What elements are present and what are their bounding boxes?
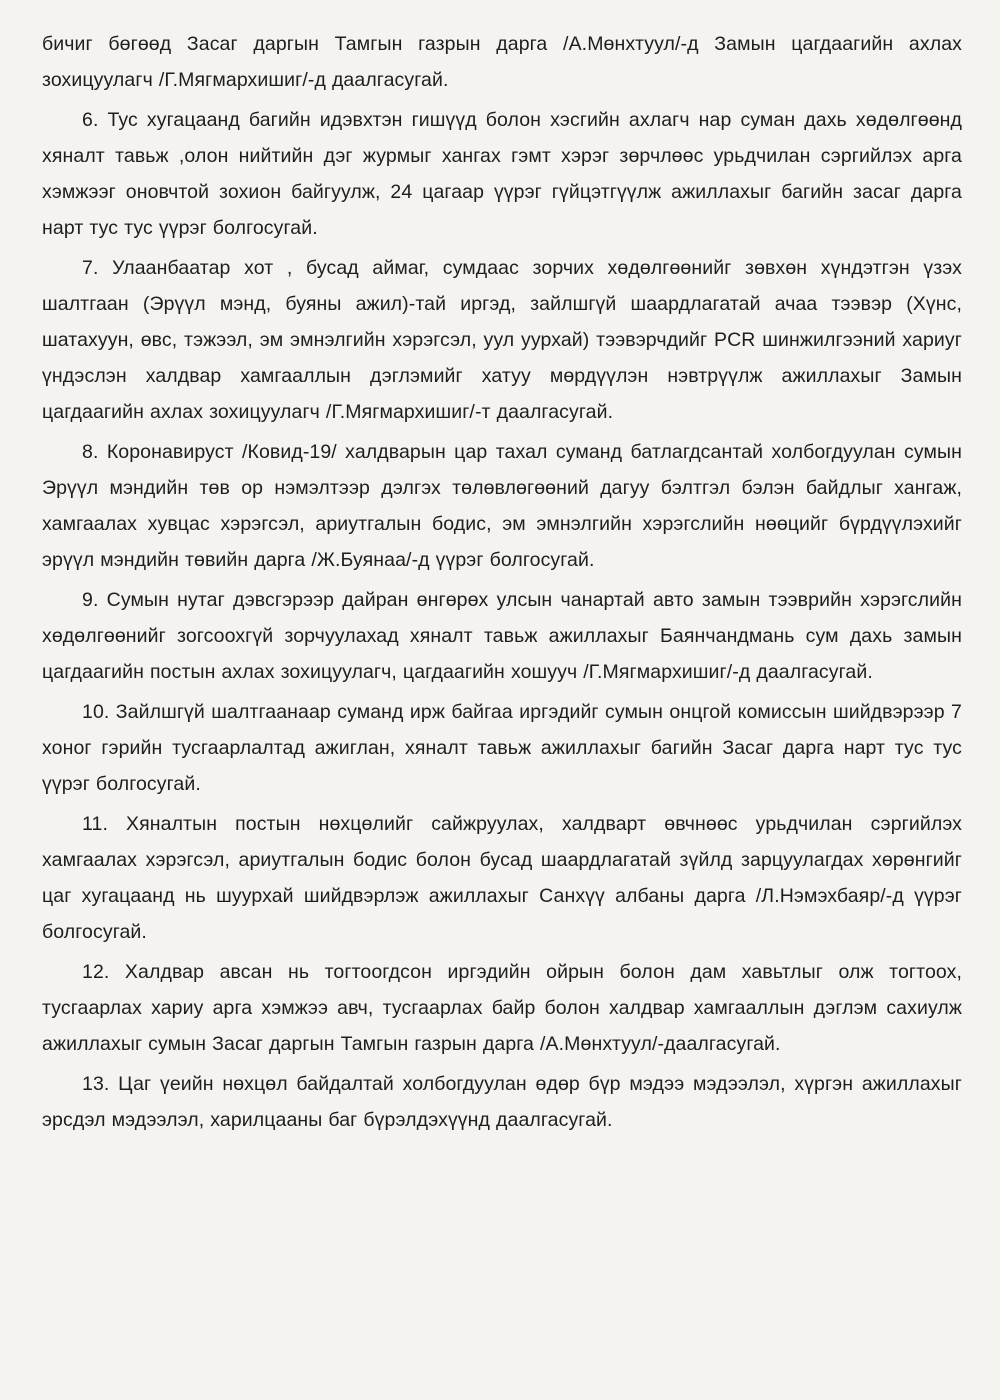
paragraph-item-6: 6. Тус хугацаанд багийн идэвхтэн гишүүд болон хэсгийн ахлагч нар суман дахь хөдөлгөөнд хяналт тавьж ,олон нийтийн дэг журмыг хангах гэмт хэрэг зөрчлөөс урьдчилан сэргийлэх арга хэмжээг оновчтой зохион байгуулж, 24 цагаар үүрэг гүйцэтгүүлж ажиллахыг багийн засаг дарга нарт тус тус үүрэг болгосугай. <box>42 109 962 239</box>
paragraph-item-7: 7. Улаанбаатар хот , бусад аймаг, сумдаас зорчих хөдөлгөөнийг зөвхөн хүндэтгэн үзэх шалтгаан (Эрүүл мэнд, буяны ажил)-тай иргэд, зайлшгүй шаардлагатай ачаа тээвэр (Хүнс, шатахуун, өвс, тэжээл, эм эмнэлгийн хэрэгсэл, уул уурхай) тээвэрчдийг PCR шинжилгээний хариуг үндэслэн халдвар хамгааллын дэглэмийг хатуу мөрдүүлэн нэвтрүүлж ажиллахыг Замын цагдаагийн ахлах зохицуулагч /Г.Мягмархишиг/-т даалгасугай. <box>42 257 962 423</box>
paragraph-item-12: 12. Халдвар авсан нь тогтоогдсон иргэдийн ойрын болон дам хавьтлыг олж тогтоох, тусгаарлах хариу арга хэмжээ авч, тусгаарлах байр болон халдвар хамгааллын дэглэм сахиулж ажиллахыг сумын Засаг даргын Тамгын газрын дарга /А.Мөнхтуул/-даалгасугай. <box>42 961 962 1055</box>
paragraph-item-13: 13. Цаг үеийн нөхцөл байдалтай холбогдуулан өдөр бүр мэдээ мэдээлэл, хүргэн ажиллахыг эрсдэл мэдээлэл, харилцааны баг бүрэлдэхүүнд даалгасугай. <box>42 1073 962 1131</box>
paragraph-item-11: 11. Хяналтын постын нөхцөлийг сайжруулах, халдварт өвчнөөс урьдчилан сэргийлэх хамгаалах хэрэгсэл, ариутгалын бодис болон бусад шаардлагатай зүйлд зарцуулагдах хөрөнгийг цаг хугацаанд нь шуурхай шийдвэрлэж ажиллахыг Санхүү албаны дарга /Л.Нэмэхбаяр/-д үүрэг болгосугай. <box>42 813 962 943</box>
paragraph-item-9: 9. Сумын нутаг дэвсгэрээр дайран өнгөрөх улсын чанартай авто замын тээврийн хэрэгслийн хөдөлгөөнийг зогсоохгүй зорчуулахад хяналт тавьж ажиллахыг Баянчандмань сум дахь замын цагдаагийн постын ахлах зохицуулагч, цагдаагийн хошууч /Г.Мягмархишиг/-д даалгасугай. <box>42 589 962 683</box>
paragraph-item-10: 10. Зайлшгүй шалтгаанаар суманд ирж байгаа иргэдийг сумын онцгой комиссын шийдвэрээр 7 хоног гэрийн тусгаарлалтад ажиглан, хяналт тавьж ажиллахыг багийн Засаг дарга нарт тус тус үүрэг болгосугай. <box>42 701 962 795</box>
paragraph-item-8: 8. Коронавируст /Ковид-19/ халдварын цар тахал суманд батлагдсантай холбогдуулан сумын Эрүүл мэндийн төв ор нэмэлтээр дэлгэх төлөвлөгөөний дагуу бэлтгэл бэлэн байдлыг хангаж, хамгаалах хувцас хэрэгсэл, ариутгалын бодис, эм эмнэлгийн хэрэгслийн нөөцийг бүрдүүлэхийг эрүүл мэндийн төвийн дарга /Ж.Буянаа/-д үүрэг болгосугай. <box>42 441 962 571</box>
paragraph-continuation: бичиг бөгөөд Засаг даргын Тамгын газрын дарга /А.Мөнхтуул/-д Замын цагдаагийн ахлах зохицуулагч /Г.Мягмархишиг/-д даалгасугай. <box>42 33 962 91</box>
